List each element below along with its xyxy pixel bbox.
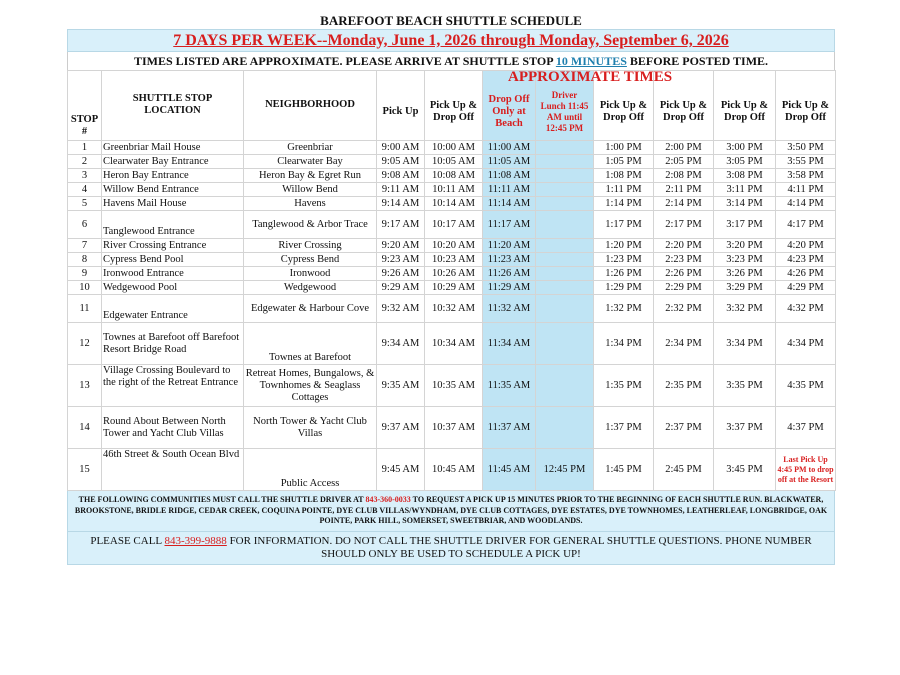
time-cell <box>536 407 594 449</box>
time-cell: 1:35 PM <box>594 365 654 407</box>
schedule-sheet <box>67 12 835 565</box>
driver-phone-link[interactable]: 843-360-0033 <box>365 495 411 504</box>
table-row <box>68 267 836 281</box>
time-cell: 4:32 PM <box>776 295 836 323</box>
notice-text-post: BEFORE POSTED TIME. <box>626 54 769 68</box>
neighborhood-cell: Willow Bend <box>244 183 377 197</box>
stop-location-cell: Round About Between North Tower and Yacht Club Villas <box>102 407 244 449</box>
time-cell <box>536 295 594 323</box>
time-cell: 10:11 AM <box>425 183 483 197</box>
neighborhood-cell: Ironwood <box>244 267 377 281</box>
time-cell: 3:37 PM <box>714 407 776 449</box>
neighborhood-cell: Greenbriar <box>244 141 377 155</box>
table-header-row <box>68 71 836 141</box>
header-location-line1: SHUTTLE STOP <box>132 92 213 104</box>
time-cell: 3:00 PM <box>714 141 776 155</box>
time-cell: 2:20 PM <box>654 239 714 253</box>
time-cell: 2:08 PM <box>654 169 714 183</box>
time-cell: 3:23 PM <box>714 253 776 267</box>
time-cell: 9:20 AM <box>377 239 425 253</box>
time-cell: 11:00 AM <box>483 141 536 155</box>
table-row <box>68 197 836 211</box>
time-cell: 2:34 PM <box>654 323 714 365</box>
time-cell: 3:08 PM <box>714 169 776 183</box>
stop-location-cell: Cypress Bend Pool <box>102 253 244 267</box>
time-cell: 10:45 AM <box>425 449 483 491</box>
info-phone-link[interactable]: 843-399-9888 <box>164 534 227 547</box>
table-row <box>68 211 836 239</box>
time-cell: 11:14 AM <box>483 197 536 211</box>
time-cell: 4:11 PM <box>776 183 836 197</box>
stop-number-cell: 11 <box>68 295 102 323</box>
stop-location-cell: Havens Mail House <box>102 197 244 211</box>
time-cell: 1:32 PM <box>594 295 654 323</box>
time-cell: 2:35 PM <box>654 365 714 407</box>
time-cell: 10:34 AM <box>425 323 483 365</box>
time-cell: 3:35 PM <box>714 365 776 407</box>
time-cell: 4:34 PM <box>776 323 836 365</box>
header-pd4-line1: Pick Up & <box>720 99 769 111</box>
stop-location-cell: Wedgewood Pool <box>102 281 244 295</box>
time-cell <box>536 197 594 211</box>
time-cell: 2:17 PM <box>654 211 714 239</box>
time-cell: 11:29 AM <box>483 281 536 295</box>
time-cell: 11:37 AM <box>483 407 536 449</box>
call-ahead-text-pre: THE FOLLOWING COMMUNITIES MUST CALL THE SHUTTLE DRIVER AT <box>78 495 366 504</box>
header-pd3-line2: Drop Off <box>663 111 704 123</box>
time-cell: 3:29 PM <box>714 281 776 295</box>
time-cell: 3:32 PM <box>714 295 776 323</box>
header-pd4-line2: Drop Off <box>724 111 765 123</box>
table-row <box>68 155 836 169</box>
time-cell: 1:37 PM <box>594 407 654 449</box>
header-pd2-line2: Drop Off <box>603 111 644 123</box>
time-cell: 11:17 AM <box>483 211 536 239</box>
info-text-post: FOR INFORMATION. DO NOT CALL THE SHUTTLE DRIVER FOR GENERAL SHUTTLE QUESTIONS. PHONE NUMBER SHOULD ONLY BE USED TO SCHEDULE A PICK UP! <box>226 534 812 560</box>
header-pickup-dropoff-4 <box>714 71 776 141</box>
stop-number-cell: 6 <box>68 211 102 239</box>
header-neighborhood-label: NEIGHBORHOOD <box>265 98 355 110</box>
stop-location-cell: Willow Bend Entrance <box>102 183 244 197</box>
stop-number-cell: 9 <box>68 267 102 281</box>
time-cell: 3:26 PM <box>714 267 776 281</box>
table-row <box>68 169 836 183</box>
time-cell: 9:34 AM <box>377 323 425 365</box>
time-cell: 2:45 PM <box>654 449 714 491</box>
time-cell: 4:37 PM <box>776 407 836 449</box>
header-pd5-line1: Pick Up & <box>781 99 830 111</box>
call-ahead-text-post: TO REQUEST A PICK UP 15 MINUTES PRIOR TO THE BEGINNING OF EACH SHUTTLE RUN. BLACKWATER, BROOKSTONE, BRIDLE RIDGE, CEDAR CREEK, COQUINA POINTE, DYE CLUB VILLAS/WYNDHAM, DYE CLUB COTTAGES, DYE ESTATES, DYE TOWNHOMES, LEATHERLEAF, LONGBRIDGE, OAK POINTE, PARK HILL, SOMERSET, SWEETBRIAR, AND WOODLANDS. <box>74 495 828 525</box>
stop-number-cell: 8 <box>68 253 102 267</box>
time-cell <box>536 141 594 155</box>
time-cell <box>536 239 594 253</box>
time-cell: 3:14 PM <box>714 197 776 211</box>
time-cell: 1:00 PM <box>594 141 654 155</box>
time-cell: 9:29 AM <box>377 281 425 295</box>
header-pd3-line1: Pick Up & <box>659 99 708 111</box>
header-stop-num: # <box>81 126 88 137</box>
neighborhood-cell: Edgewater & Harbour Cove <box>244 295 377 323</box>
time-cell: 4:14 PM <box>776 197 836 211</box>
time-cell: 1:14 PM <box>594 197 654 211</box>
stop-location-cell: River Crossing Entrance <box>102 239 244 253</box>
stop-location-cell: Townes at Barefoot off Barefoot Resort Bridge Road <box>102 323 244 365</box>
time-cell: 3:58 PM <box>776 169 836 183</box>
time-cell: 1:23 PM <box>594 253 654 267</box>
header-neighborhood <box>244 71 377 141</box>
time-cell: 1:26 PM <box>594 267 654 281</box>
table-row <box>68 449 836 491</box>
time-cell: 3:34 PM <box>714 323 776 365</box>
document-title: BAREFOOT BEACH SHUTTLE SCHEDULE <box>320 13 582 28</box>
neighborhood-cell: Heron Bay & Egret Run <box>244 169 377 183</box>
time-cell: 11:20 AM <box>483 239 536 253</box>
stop-number-cell: 1 <box>68 141 102 155</box>
time-cell: 1:29 PM <box>594 281 654 295</box>
stop-number-cell: 12 <box>68 323 102 365</box>
stop-location-cell: Village Crossing Boulevard to the right of the Retreat Entrance <box>102 365 244 407</box>
header-dob-line3: Beach <box>495 117 523 129</box>
neighborhood-cell: Havens <box>244 197 377 211</box>
time-cell: 1:45 PM <box>594 449 654 491</box>
time-cell: 9:14 AM <box>377 197 425 211</box>
time-cell: 4:26 PM <box>776 267 836 281</box>
time-cell: 2:26 PM <box>654 267 714 281</box>
information-notice <box>67 532 835 565</box>
table-row <box>68 407 836 449</box>
time-cell: 10:17 AM <box>425 211 483 239</box>
time-cell: 1:05 PM <box>594 155 654 169</box>
header-pd1-line1: Pick Up & <box>429 99 478 111</box>
time-cell: 3:50 PM <box>776 141 836 155</box>
table-row <box>68 281 836 295</box>
time-cell: 11:11 AM <box>483 183 536 197</box>
time-cell: 10:08 AM <box>425 169 483 183</box>
time-cell <box>536 323 594 365</box>
table-row <box>68 323 836 365</box>
time-cell: 2:29 PM <box>654 281 714 295</box>
time-cell <box>536 267 594 281</box>
header-pickup-dropoff-5 <box>776 71 836 141</box>
time-cell <box>536 155 594 169</box>
time-cell: 11:08 AM <box>483 169 536 183</box>
header-dob-line1: Drop Off <box>488 93 530 105</box>
time-cell: 2:23 PM <box>654 253 714 267</box>
time-cell: 11:05 AM <box>483 155 536 169</box>
stop-number-cell: 2 <box>68 155 102 169</box>
time-cell: 2:37 PM <box>654 407 714 449</box>
table-row <box>68 253 836 267</box>
time-cell: 10:00 AM <box>425 141 483 155</box>
stop-number-cell: 13 <box>68 365 102 407</box>
time-cell: 2:11 PM <box>654 183 714 197</box>
header-location <box>102 71 244 141</box>
time-cell: 1:20 PM <box>594 239 654 253</box>
time-cell: 2:14 PM <box>654 197 714 211</box>
info-text-pre: PLEASE CALL <box>90 534 165 547</box>
header-stop-label: STOP <box>70 114 99 125</box>
stop-number-cell: 4 <box>68 183 102 197</box>
stop-location-cell: 46th Street & South Ocean Blvd <box>102 449 244 491</box>
time-cell: 3:17 PM <box>714 211 776 239</box>
neighborhood-cell: Retreat Homes, Bungalows, & Townhomes & Seaglass Cottages <box>244 365 377 407</box>
stop-location-cell: Edgewater Entrance <box>102 295 244 323</box>
stop-number-cell: 5 <box>68 197 102 211</box>
time-cell: 1:08 PM <box>594 169 654 183</box>
header-pd1-line2: Drop Off <box>433 111 474 123</box>
time-cell: 3:05 PM <box>714 155 776 169</box>
time-cell: 9:05 AM <box>377 155 425 169</box>
stop-number-cell: 14 <box>68 407 102 449</box>
time-cell: 9:37 AM <box>377 407 425 449</box>
time-cell: 4:17 PM <box>776 211 836 239</box>
time-cell <box>536 183 594 197</box>
table-row <box>68 141 836 155</box>
time-cell: 9:45 AM <box>377 449 425 491</box>
header-pd5-line2: Drop Off <box>785 111 826 123</box>
header-lunch-line3: AM until <box>546 111 583 122</box>
header-location-line2: LOCATION <box>144 104 201 116</box>
time-cell: 3:55 PM <box>776 155 836 169</box>
time-cell: 10:29 AM <box>425 281 483 295</box>
time-cell: 10:23 AM <box>425 253 483 267</box>
time-cell: 12:45 PM <box>536 449 594 491</box>
header-lunch-line2: Lunch 11:45 <box>540 100 589 111</box>
header-dob-line2: Only at <box>492 105 526 117</box>
time-cell: 11:26 AM <box>483 267 536 281</box>
table-row <box>68 239 836 253</box>
table-row <box>68 295 836 323</box>
neighborhood-cell: Public Access <box>244 449 377 491</box>
time-cell: 10:35 AM <box>425 365 483 407</box>
neighborhood-cell: Wedgewood <box>244 281 377 295</box>
time-cell: 4:20 PM <box>776 239 836 253</box>
time-cell <box>536 169 594 183</box>
time-cell: 10:26 AM <box>425 267 483 281</box>
approximate-times-label: APPROXIMATE TIMES <box>508 69 673 85</box>
time-cell: 9:11 AM <box>377 183 425 197</box>
time-cell: 1:34 PM <box>594 323 654 365</box>
stop-location-cell: Ironwood Entrance <box>102 267 244 281</box>
time-cell: 4:35 PM <box>776 365 836 407</box>
stop-location-cell: Tanglewood Entrance <box>102 211 244 239</box>
time-cell: 9:08 AM <box>377 169 425 183</box>
call-ahead-notice <box>67 491 835 532</box>
header-pickup <box>377 71 425 141</box>
table-row <box>68 365 836 407</box>
time-cell: 3:11 PM <box>714 183 776 197</box>
arrival-notice <box>67 52 835 70</box>
time-cell <box>536 281 594 295</box>
time-cell: 11:45 AM <box>483 449 536 491</box>
time-cell: 10:37 AM <box>425 407 483 449</box>
notice-text-pre: TIMES LISTED ARE APPROXIMATE. PLEASE ARRIVE AT SHUTTLE STOP <box>133 54 556 68</box>
time-cell: 2:00 PM <box>654 141 714 155</box>
time-cell: 2:05 PM <box>654 155 714 169</box>
time-cell: 11:23 AM <box>483 253 536 267</box>
header-pickup-label: Pick Up <box>382 105 419 117</box>
stop-number-cell: 3 <box>68 169 102 183</box>
stop-location-cell: Greenbriar Mail House <box>102 141 244 155</box>
neighborhood-cell: Clearwater Bay <box>244 155 377 169</box>
schedule-table <box>67 70 836 491</box>
notice-highlight[interactable]: 10 MINUTES <box>555 54 627 68</box>
stop-number-cell: 7 <box>68 239 102 253</box>
time-cell: 1:11 PM <box>594 183 654 197</box>
time-cell: 9:32 AM <box>377 295 425 323</box>
stop-number-cell: 15 <box>68 449 102 491</box>
header-lunch-line4: 12:45 PM <box>545 122 584 133</box>
header-stop <box>68 71 102 141</box>
table-row <box>68 183 836 197</box>
time-cell: 2:32 PM <box>654 295 714 323</box>
time-cell <box>536 365 594 407</box>
neighborhood-cell: River Crossing <box>244 239 377 253</box>
header-pickup-dropoff-1 <box>425 71 483 141</box>
time-cell: 10:05 AM <box>425 155 483 169</box>
time-cell: 9:26 AM <box>377 267 425 281</box>
time-cell: Last Pick Up 4:45 PM to drop off at the Resort <box>776 449 836 491</box>
time-cell: 3:20 PM <box>714 239 776 253</box>
time-cell: 9:35 AM <box>377 365 425 407</box>
time-cell: 1:17 PM <box>594 211 654 239</box>
time-cell: 3:45 PM <box>714 449 776 491</box>
stop-location-cell: Clearwater Bay Entrance <box>102 155 244 169</box>
time-cell: 9:00 AM <box>377 141 425 155</box>
time-cell <box>536 253 594 267</box>
stop-number-cell: 10 <box>68 281 102 295</box>
neighborhood-cell: Townes at Barefoot <box>244 323 377 365</box>
stop-location-cell: Heron Bay Entrance <box>102 169 244 183</box>
time-cell: 4:23 PM <box>776 253 836 267</box>
header-pd2-line1: Pick Up & <box>599 99 648 111</box>
neighborhood-cell: Cypress Bend <box>244 253 377 267</box>
time-cell: 9:23 AM <box>377 253 425 267</box>
date-range-subtitle: 7 DAYS PER WEEK--Monday, June 1, 2026 through Monday, September 6, 2026 <box>67 29 835 52</box>
time-cell: 11:35 AM <box>483 365 536 407</box>
time-cell: 10:20 AM <box>425 239 483 253</box>
header-lunch-line1: Driver <box>551 89 578 100</box>
time-cell <box>536 211 594 239</box>
time-cell: 9:17 AM <box>377 211 425 239</box>
time-cell: 11:32 AM <box>483 295 536 323</box>
neighborhood-cell: North Tower & Yacht Club Villas <box>244 407 377 449</box>
time-cell: 10:32 AM <box>425 295 483 323</box>
time-cell: 10:14 AM <box>425 197 483 211</box>
time-cell: 11:34 AM <box>483 323 536 365</box>
time-cell: 4:29 PM <box>776 281 836 295</box>
neighborhood-cell: Tanglewood & Arbor Trace <box>244 211 377 239</box>
